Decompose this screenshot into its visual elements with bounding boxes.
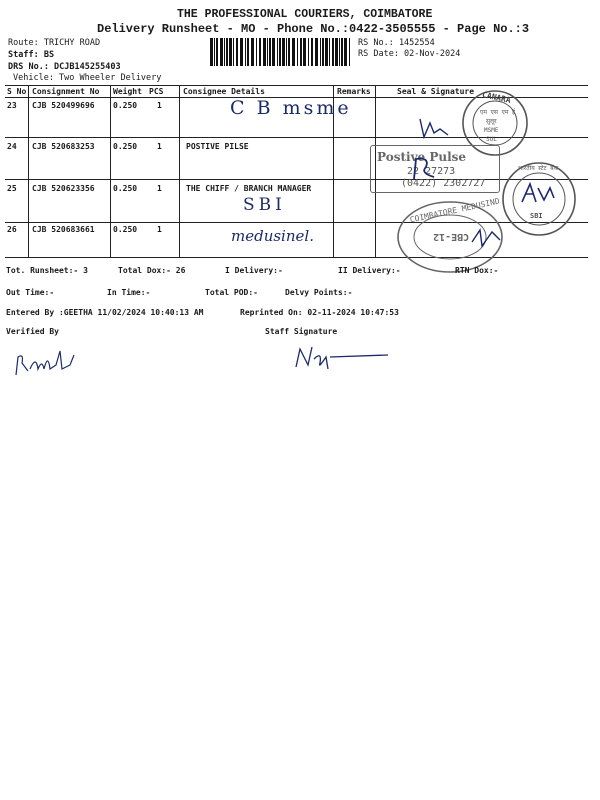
in-time: In Time:- <box>107 288 151 297</box>
vehicle-label: Vehicle: Two Wheeler Delivery <box>13 73 162 83</box>
stamp-canara-line1: एम एस एम ई <box>480 109 515 116</box>
rs-date: RS Date: 02-Nov-2024 <box>358 49 461 59</box>
tot-runsheet: Tot. Runsheet:- 3 <box>6 266 88 275</box>
col-header-consignment: Consignment No <box>32 87 100 96</box>
staff-signature <box>292 343 392 373</box>
signature-mark <box>416 115 456 145</box>
col-header-weight: Weight <box>113 87 142 96</box>
row-pcs: 1 <box>157 142 162 151</box>
stamp-sbi-code: SBI <box>530 212 543 220</box>
handwritten-consignee: C B msme <box>230 97 352 119</box>
handwritten-consignee: SBI <box>243 195 286 215</box>
row-consignment: CJB 520499696 <box>32 101 95 110</box>
row-consignment: CJB 520683661 <box>32 225 95 234</box>
row-weight: 0.250 <box>113 225 138 234</box>
row-weight: 0.250 <box>113 101 138 110</box>
stamp-canara-line3: MSME <box>484 127 499 134</box>
row-consignment: CJB 520683253 <box>32 142 95 151</box>
rs-number: RS No.: 1452554 <box>358 38 435 48</box>
row-consignment: CJB 520623356 <box>32 184 95 193</box>
signature-mark <box>520 180 560 210</box>
route-label: Route: TRICHY ROAD <box>8 38 101 48</box>
stamp-canara-line4: SUL <box>486 136 497 143</box>
col-header-pcs: PCS <box>149 87 164 96</box>
row-pcs: 1 <box>157 101 162 110</box>
col-header-remarks: Remarks <box>337 87 371 96</box>
stamp-sbi-round-text: भारतीय स्टेट बैंक <box>518 165 559 172</box>
row-sno: 24 <box>7 142 17 151</box>
drs-number: DRS No.: DCJB145255403 <box>8 62 121 72</box>
reprinted-on: Reprinted On: 02-11-2024 10:47:53 <box>240 308 399 317</box>
row-weight: 0.250 <box>113 142 138 151</box>
row-consignee: THE CHIFF / BRANCH MANAGER <box>186 184 312 193</box>
row-pcs: 1 <box>157 184 162 193</box>
stamp-medusind-center: CBE-12 <box>433 231 470 242</box>
rtn-dox: RTN Dox:- <box>455 266 499 275</box>
col-header-seal: Seal & Signature <box>397 87 475 96</box>
runsheet-subtitle: Delivery Runsheet - MO - Phone No.:0422-3505555 - Page No.:3 <box>97 22 530 36</box>
ii-delivery: II Delivery:- <box>338 266 401 275</box>
stamp-pulse-phone1: 22 27273 <box>407 166 456 177</box>
col-header-sno: S No <box>7 87 27 96</box>
verified-by-label: Verified By <box>6 327 59 336</box>
row-pcs: 1 <box>157 225 162 234</box>
stamp-medusind-round: COIMBATORE MEDUSIND <box>409 196 501 225</box>
out-time: Out Time:- <box>6 288 55 297</box>
company-title: THE PROFESSIONAL COURIERS, COIMBATORE <box>177 8 433 21</box>
stamp-canara-line2: सुलूर <box>486 118 497 125</box>
i-delivery: I Delivery:- <box>225 266 283 275</box>
entered-by: Entered By :GEETHA 11/02/2024 10:40:13 AM <box>6 308 204 317</box>
staff-label: Staff: BS <box>8 50 55 60</box>
barcode <box>210 38 352 66</box>
stamp-canara-text: CANARA <box>481 90 512 105</box>
row-sno: 25 <box>7 184 17 193</box>
row-consignee: POSTIVE PILSE <box>186 142 249 151</box>
row-sno: 26 <box>7 225 17 234</box>
verifier-signature <box>14 345 84 379</box>
staff-signature-label: Staff Signature <box>265 327 338 336</box>
total-dox: Total Dox:- 26 <box>118 266 186 275</box>
total-pod: Total POD:- <box>205 288 258 297</box>
row-sno: 23 <box>7 101 17 110</box>
signature-mark <box>410 155 440 183</box>
col-header-consignee: Consignee Details <box>183 87 265 96</box>
row-weight: 0.250 <box>113 184 138 193</box>
signature-mark <box>470 226 506 252</box>
delvy-points: Delvy Points:- <box>285 288 353 297</box>
stamp-pulse-phone2: (0422) 2302727 <box>401 178 486 189</box>
handwritten-consignee: medusinel. <box>231 227 314 245</box>
stamp-pulse-name: Postive Pulse <box>377 150 467 164</box>
